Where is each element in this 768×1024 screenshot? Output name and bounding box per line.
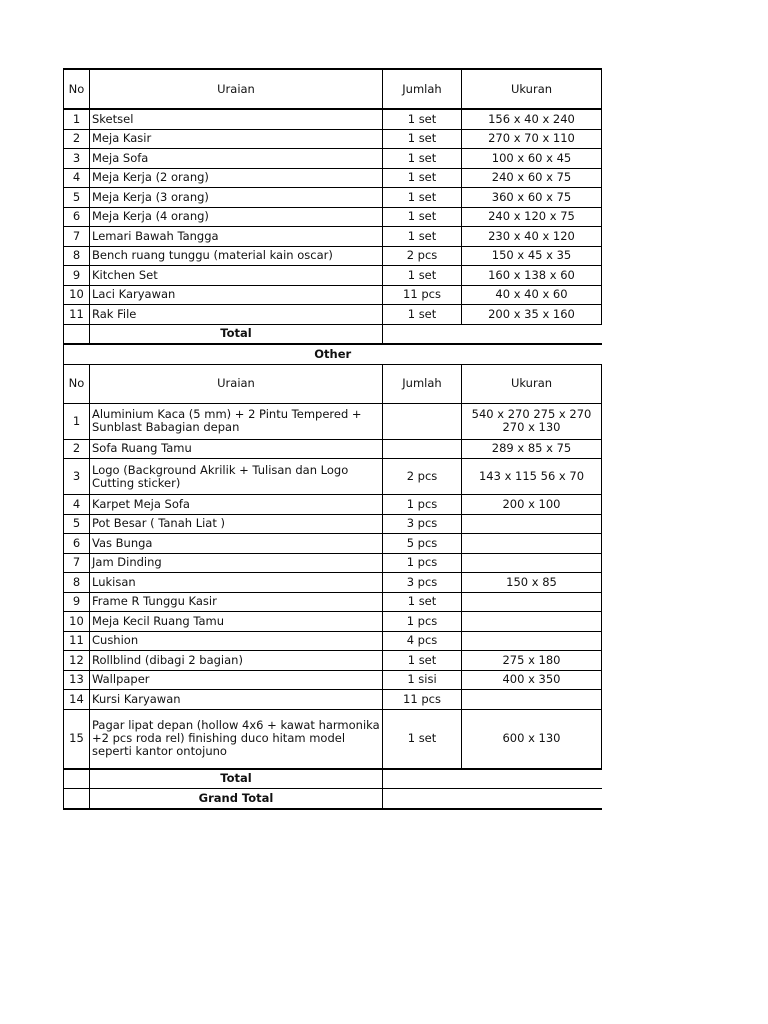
cell-no: 2 (64, 439, 90, 459)
table-row (64, 285, 602, 305)
cell-ukuran (462, 631, 602, 651)
table-row (64, 109, 602, 129)
header-uraian: Uraian (90, 364, 383, 403)
cell-no: 1 (64, 109, 90, 129)
cell-ukuran (462, 612, 602, 632)
cell-jumlah: 1 set (383, 266, 462, 286)
cell-uraian: Sketsel (90, 109, 383, 129)
cell-no: 14 (64, 690, 90, 710)
cell-no: 6 (64, 207, 90, 227)
cell-ukuran: 40 x 40 x 60 (462, 285, 602, 305)
cell-no: 10 (64, 612, 90, 632)
header-row-1 (64, 69, 602, 109)
cell-no: 10 (64, 285, 90, 305)
cell-jumlah: 11 pcs (383, 285, 462, 305)
cell-no: 12 (64, 651, 90, 671)
cell-no: 5 (64, 514, 90, 534)
cell-uraian: Pot Besar ( Tanah Liat ) (90, 514, 383, 534)
table-row (64, 207, 602, 227)
table-row (64, 534, 602, 554)
cell-ukuran: 360 x 60 x 75 (462, 188, 602, 208)
cell-uraian: Meja Sofa (90, 149, 383, 169)
cell-jumlah: 1 pcs (383, 495, 462, 515)
cell-ukuran: 270 x 70 x 110 (462, 129, 602, 149)
total-row-1 (64, 324, 602, 344)
cell-ukuran: 200 x 35 x 160 (462, 305, 602, 325)
cell-uraian: Meja Kerja (3 orang) (90, 188, 383, 208)
cell-ukuran (462, 690, 602, 710)
cell-no: 8 (64, 573, 90, 593)
cell-jumlah: 1 set (383, 592, 462, 612)
cell-ukuran: 275 x 180 (462, 651, 602, 671)
cell-ukuran (462, 514, 602, 534)
table-row (64, 592, 602, 612)
table-row (64, 403, 602, 439)
table-row (64, 495, 602, 515)
cell-uraian: Meja Kecil Ruang Tamu (90, 612, 383, 632)
cell-uraian: Bench ruang tunggu (material kain oscar) (90, 246, 383, 266)
cell-jumlah: 2 pcs (383, 459, 462, 495)
total-row-2-value (383, 769, 602, 789)
cell-uraian: Meja Kasir (90, 129, 383, 149)
table-row (64, 439, 602, 459)
cell-uraian: Logo (Background Akrilik + Tulisan dan Logo Cutting sticker) (90, 459, 383, 495)
cell-ukuran: 289 x 85 x 75 (462, 439, 602, 459)
furniture-table (63, 68, 602, 810)
cell-ukuran: 230 x 40 x 120 (462, 227, 602, 247)
grand-total-row (64, 789, 602, 809)
cell-no: 9 (64, 592, 90, 612)
cell-ukuran: 200 x 100 (462, 495, 602, 515)
table-row (64, 188, 602, 208)
cell-ukuran: 150 x 45 x 35 (462, 246, 602, 266)
spreadsheet (63, 68, 602, 810)
cell-uraian: Meja Kerja (2 orang) (90, 168, 383, 188)
other-row (64, 344, 602, 364)
table-row (64, 246, 602, 266)
cell-uraian: Kitchen Set (90, 266, 383, 286)
cell-no: 15 (64, 709, 90, 769)
cell-uraian: Sofa Ruang Tamu (90, 439, 383, 459)
cell-uraian: Cushion (90, 631, 383, 651)
cell-empty (64, 324, 90, 344)
cell-no: 7 (64, 227, 90, 247)
table-row (64, 651, 602, 671)
cell-ukuran: 240 x 60 x 75 (462, 168, 602, 188)
cell-ukuran: 100 x 60 x 45 (462, 149, 602, 169)
total-row-1-value (383, 324, 602, 344)
cell-ukuran: 540 x 270 275 x 270 270 x 130 (462, 403, 602, 439)
table-row (64, 670, 602, 690)
cell-no: 11 (64, 631, 90, 651)
table-row (64, 709, 602, 769)
cell-uraian: Jam Dinding (90, 553, 383, 573)
cell-ukuran (462, 553, 602, 573)
header-jumlah: Jumlah (383, 364, 462, 403)
cell-jumlah: 1 set (383, 305, 462, 325)
cell-ukuran: 156 x 40 x 240 (462, 109, 602, 129)
header-jumlah: Jumlah (383, 69, 462, 109)
cell-uraian: Frame R Tunggu Kasir (90, 592, 383, 612)
cell-no: 5 (64, 188, 90, 208)
cell-jumlah (383, 439, 462, 459)
cell-ukuran (462, 592, 602, 612)
other-label: Other (64, 344, 602, 364)
table-row (64, 631, 602, 651)
cell-uraian: Karpet Meja Sofa (90, 495, 383, 515)
cell-uraian: Aluminium Kaca (5 mm) + 2 Pintu Tempered + Sunblast Babagian depan (90, 403, 383, 439)
cell-no: 1 (64, 403, 90, 439)
table-row (64, 305, 602, 325)
cell-no: 13 (64, 670, 90, 690)
table-row (64, 553, 602, 573)
table-row (64, 612, 602, 632)
grand-total-row-value (383, 789, 602, 809)
total-row-2 (64, 769, 602, 789)
header-ukuran: Ukuran (462, 69, 602, 109)
header-no: No (64, 364, 90, 403)
cell-no: 2 (64, 129, 90, 149)
total-row-1-label: Total (90, 324, 383, 344)
cell-jumlah: 1 set (383, 188, 462, 208)
grand-total-row-label: Grand Total (90, 789, 383, 809)
cell-ukuran: 400 x 350 (462, 670, 602, 690)
cell-jumlah: 4 pcs (383, 631, 462, 651)
cell-jumlah: 1 set (383, 651, 462, 671)
cell-jumlah: 1 set (383, 709, 462, 769)
cell-jumlah: 1 pcs (383, 612, 462, 632)
cell-no: 4 (64, 495, 90, 515)
cell-no: 8 (64, 246, 90, 266)
header-ukuran: Ukuran (462, 364, 602, 403)
cell-ukuran: 143 x 115 56 x 70 (462, 459, 602, 495)
cell-uraian: Wallpaper (90, 670, 383, 690)
cell-empty (64, 769, 90, 789)
cell-jumlah: 11 pcs (383, 690, 462, 710)
cell-no: 11 (64, 305, 90, 325)
cell-jumlah: 1 set (383, 109, 462, 129)
cell-ukuran (462, 534, 602, 554)
cell-jumlah: 1 set (383, 168, 462, 188)
cell-jumlah: 3 pcs (383, 573, 462, 593)
header-no: No (64, 69, 90, 109)
table-row (64, 149, 602, 169)
table-row (64, 459, 602, 495)
cell-uraian: Meja Kerja (4 orang) (90, 207, 383, 227)
header-uraian: Uraian (90, 69, 383, 109)
cell-uraian: Rak File (90, 305, 383, 325)
table-row (64, 690, 602, 710)
cell-jumlah: 1 sisi (383, 670, 462, 690)
cell-ukuran: 150 x 85 (462, 573, 602, 593)
cell-uraian: Laci Karyawan (90, 285, 383, 305)
cell-ukuran: 240 x 120 x 75 (462, 207, 602, 227)
table-row (64, 266, 602, 286)
cell-jumlah: 1 set (383, 149, 462, 169)
cell-uraian: Rollblind (dibagi 2 bagian) (90, 651, 383, 671)
cell-no: 3 (64, 149, 90, 169)
cell-jumlah: 1 set (383, 227, 462, 247)
table-row (64, 168, 602, 188)
cell-ukuran: 600 x 130 (462, 709, 602, 769)
cell-uraian: Kursi Karyawan (90, 690, 383, 710)
cell-uraian: Pagar lipat depan (hollow 4x6 + kawat harmonika +2 pcs roda rel) finishing duco hitam model seperti kantor ontojuno (90, 709, 383, 769)
table-row (64, 573, 602, 593)
cell-no: 4 (64, 168, 90, 188)
table-row (64, 227, 602, 247)
cell-uraian: Lukisan (90, 573, 383, 593)
header-row-2 (64, 364, 602, 403)
cell-ukuran: 160 x 138 x 60 (462, 266, 602, 286)
cell-uraian: Vas Bunga (90, 534, 383, 554)
cell-no: 3 (64, 459, 90, 495)
cell-no: 6 (64, 534, 90, 554)
cell-empty (64, 789, 90, 809)
cell-jumlah: 1 set (383, 129, 462, 149)
cell-jumlah: 5 pcs (383, 534, 462, 554)
cell-uraian: Lemari Bawah Tangga (90, 227, 383, 247)
cell-no: 9 (64, 266, 90, 286)
cell-no: 7 (64, 553, 90, 573)
cell-jumlah: 1 set (383, 207, 462, 227)
cell-jumlah (383, 403, 462, 439)
total-row-2-label: Total (90, 769, 383, 789)
cell-jumlah: 3 pcs (383, 514, 462, 534)
cell-jumlah: 2 pcs (383, 246, 462, 266)
cell-jumlah: 1 pcs (383, 553, 462, 573)
table-row (64, 514, 602, 534)
table-row (64, 129, 602, 149)
